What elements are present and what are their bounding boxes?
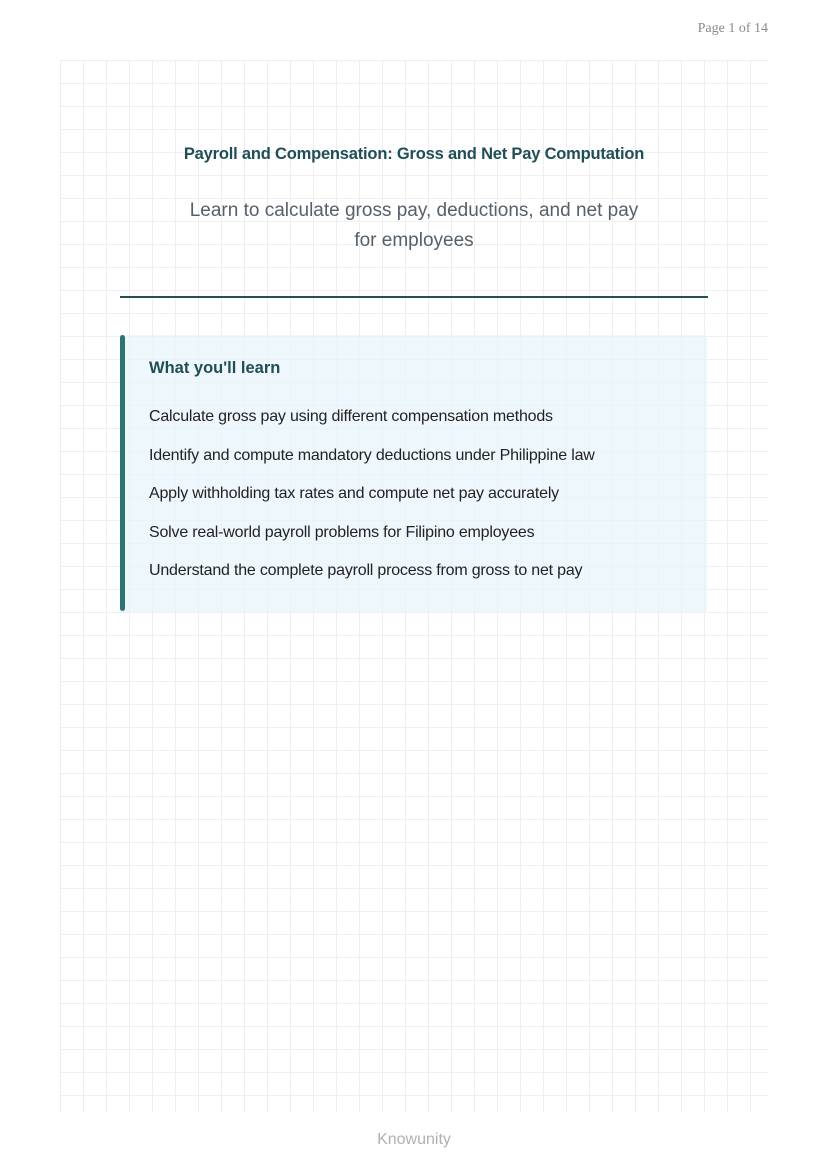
document-title: Payroll and Compensation: Gross and Net Pay Computation bbox=[183, 145, 645, 163]
learning-objectives-list bbox=[149, 398, 595, 591]
list-item: Understand the complete payroll process from gross to net pay bbox=[149, 562, 583, 579]
page-indicator: Page 1 of 14 bbox=[697, 21, 768, 36]
list-item: Calculate gross pay using different compensation methods bbox=[149, 408, 553, 425]
section-divider bbox=[120, 296, 708, 298]
list-item: Solve real-world payroll problems for Filipino employees bbox=[149, 523, 535, 541]
learning-objectives-heading: What you'll learn bbox=[149, 359, 281, 377]
document-subtitle: Learn to calculate gross pay, deductions, and net pay for employees bbox=[189, 200, 639, 251]
list-item: Identify and compute mandatory deductions under Philippine law bbox=[149, 446, 595, 464]
callout-accent-bar bbox=[120, 335, 125, 611]
learning-objectives-box bbox=[120, 335, 707, 613]
list-item: Apply withholding tax rates and compute net pay accurately bbox=[149, 485, 559, 502]
footer-brand: Knowunity bbox=[377, 1131, 451, 1148]
